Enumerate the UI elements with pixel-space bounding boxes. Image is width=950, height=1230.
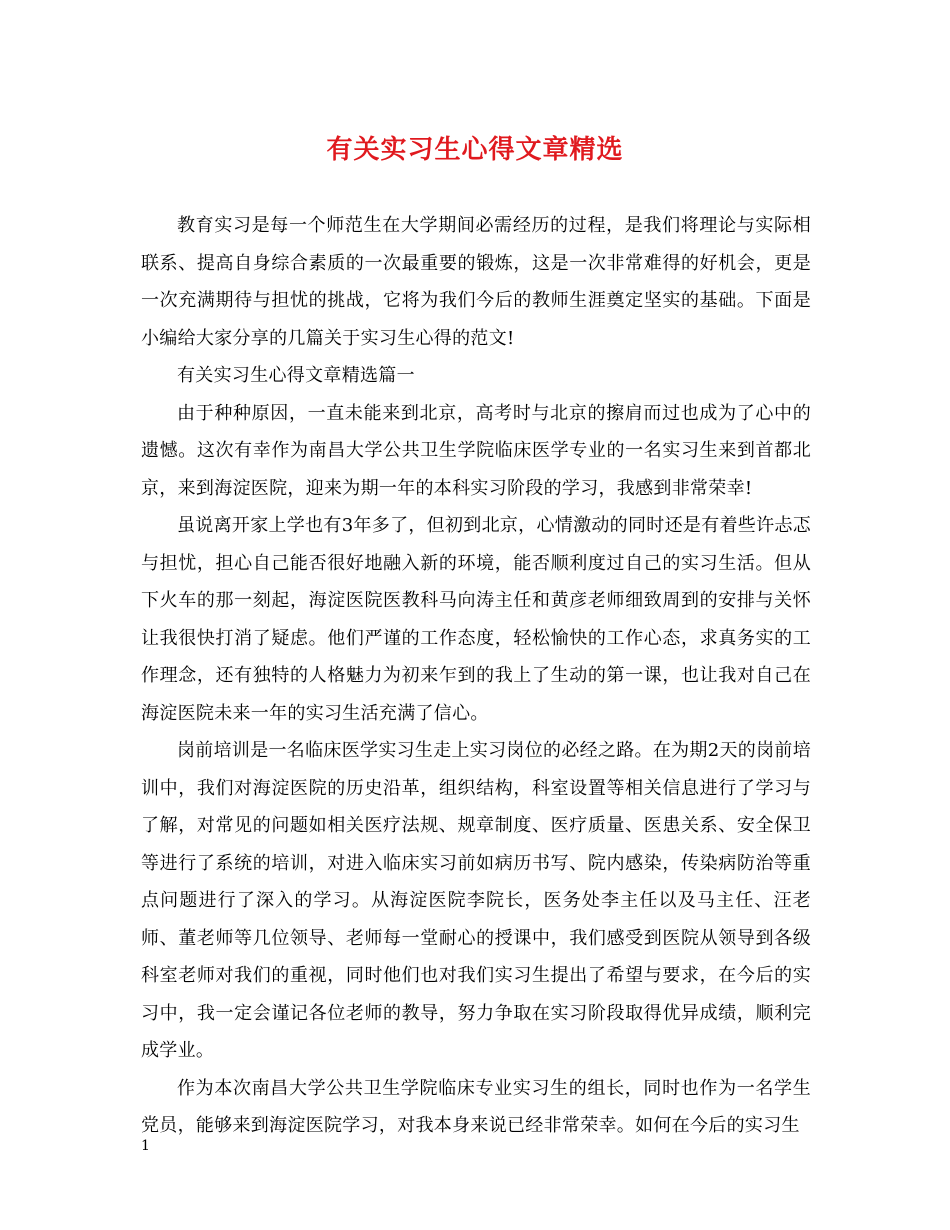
paragraph-first-impression: 虽说离开家上学也有3年多了，但初到北京，心情激动的同时还是有着些许忐忑与担忧，担心自己能否很好地融入新的环境，能否顺利度过自己的实习生活。但从下火车的那一刻起，海淀医院医教科马向涛主任和黄彦老师细致周到的安排与关怀让我很快打消了疑虑。他们严谨的工作态度，轻松愉快的工作心态，求真务实的工作理念，还有独特的人格魅力为初来乍到的我上了生动的第一课，也让我对自己在海淀医院未来一年的实习生活充满了信心。 bbox=[141, 515, 811, 724]
section-heading: 有关实习生心得文章精选篇一 bbox=[177, 365, 415, 386]
paragraph-intro: 教育实习是每一个师范生在大学期间必需经历的过程，是我们将理论与实际相联系、提高自身综合素质的一次最重要的锻炼，这是一次非常难得的好机会，更是一次充满期待与担忧的挑战，它将为我们今后的教师生涯奠定坚实的基础。下面是小编给大家分享的几篇关于实习生心得的范文! bbox=[141, 215, 811, 349]
paragraph-group-leader: 作为本次南昌大学公共卫生学院临床专业实习生的组长，同时也作为一名学生党员，能够来到海淀医院学习，对我本身来说已经非常荣幸。如何在今后的实习生 bbox=[141, 1077, 811, 1136]
paragraph-arrival: 由于种种原因，一直未能来到北京，高考时与北京的擦肩而过也成为了心中的遗憾。这次有幸作为南昌大学公共卫生学院临床医学专业的一名实习生来到首都北京，来到海淀医院，迎来为期一年的本科实习阶段的学习，我感到非常荣幸! bbox=[141, 402, 811, 499]
document-title: 有关实习生心得文章精选 bbox=[326, 135, 624, 165]
page-number: 1 bbox=[141, 1138, 150, 1154]
paragraph-training: 岗前培训是一名临床医学实习生走上实习岗位的必经之路。在为期2天的岗前培训中，我们对海淀医院的历史沿革，组织结构，科室设置等相关信息进行了学习与了解，对常见的问题如相关医疗法规、规章制度、医疗质量、医患关系、安全保卫等进行了系统的培训，对进入临床实习前如病历书写、院内感染，传染病防治等重点问题进行了深入的学习。从海淀医院李院长，医务处李主任以及马主任、汪老师、董老师等几位领导、老师每一堂耐心的授课中，我们感受到医院从领导到各级科室老师对我们的重视，同时他们也对我们实习生提出了希望与要求，在今后的实习中，我一定会谨记各位老师的教导，努力争取在实习阶段取得优异成绩，顺利完成学业。 bbox=[141, 740, 811, 1061]
document-body bbox=[141, 207, 811, 1145]
